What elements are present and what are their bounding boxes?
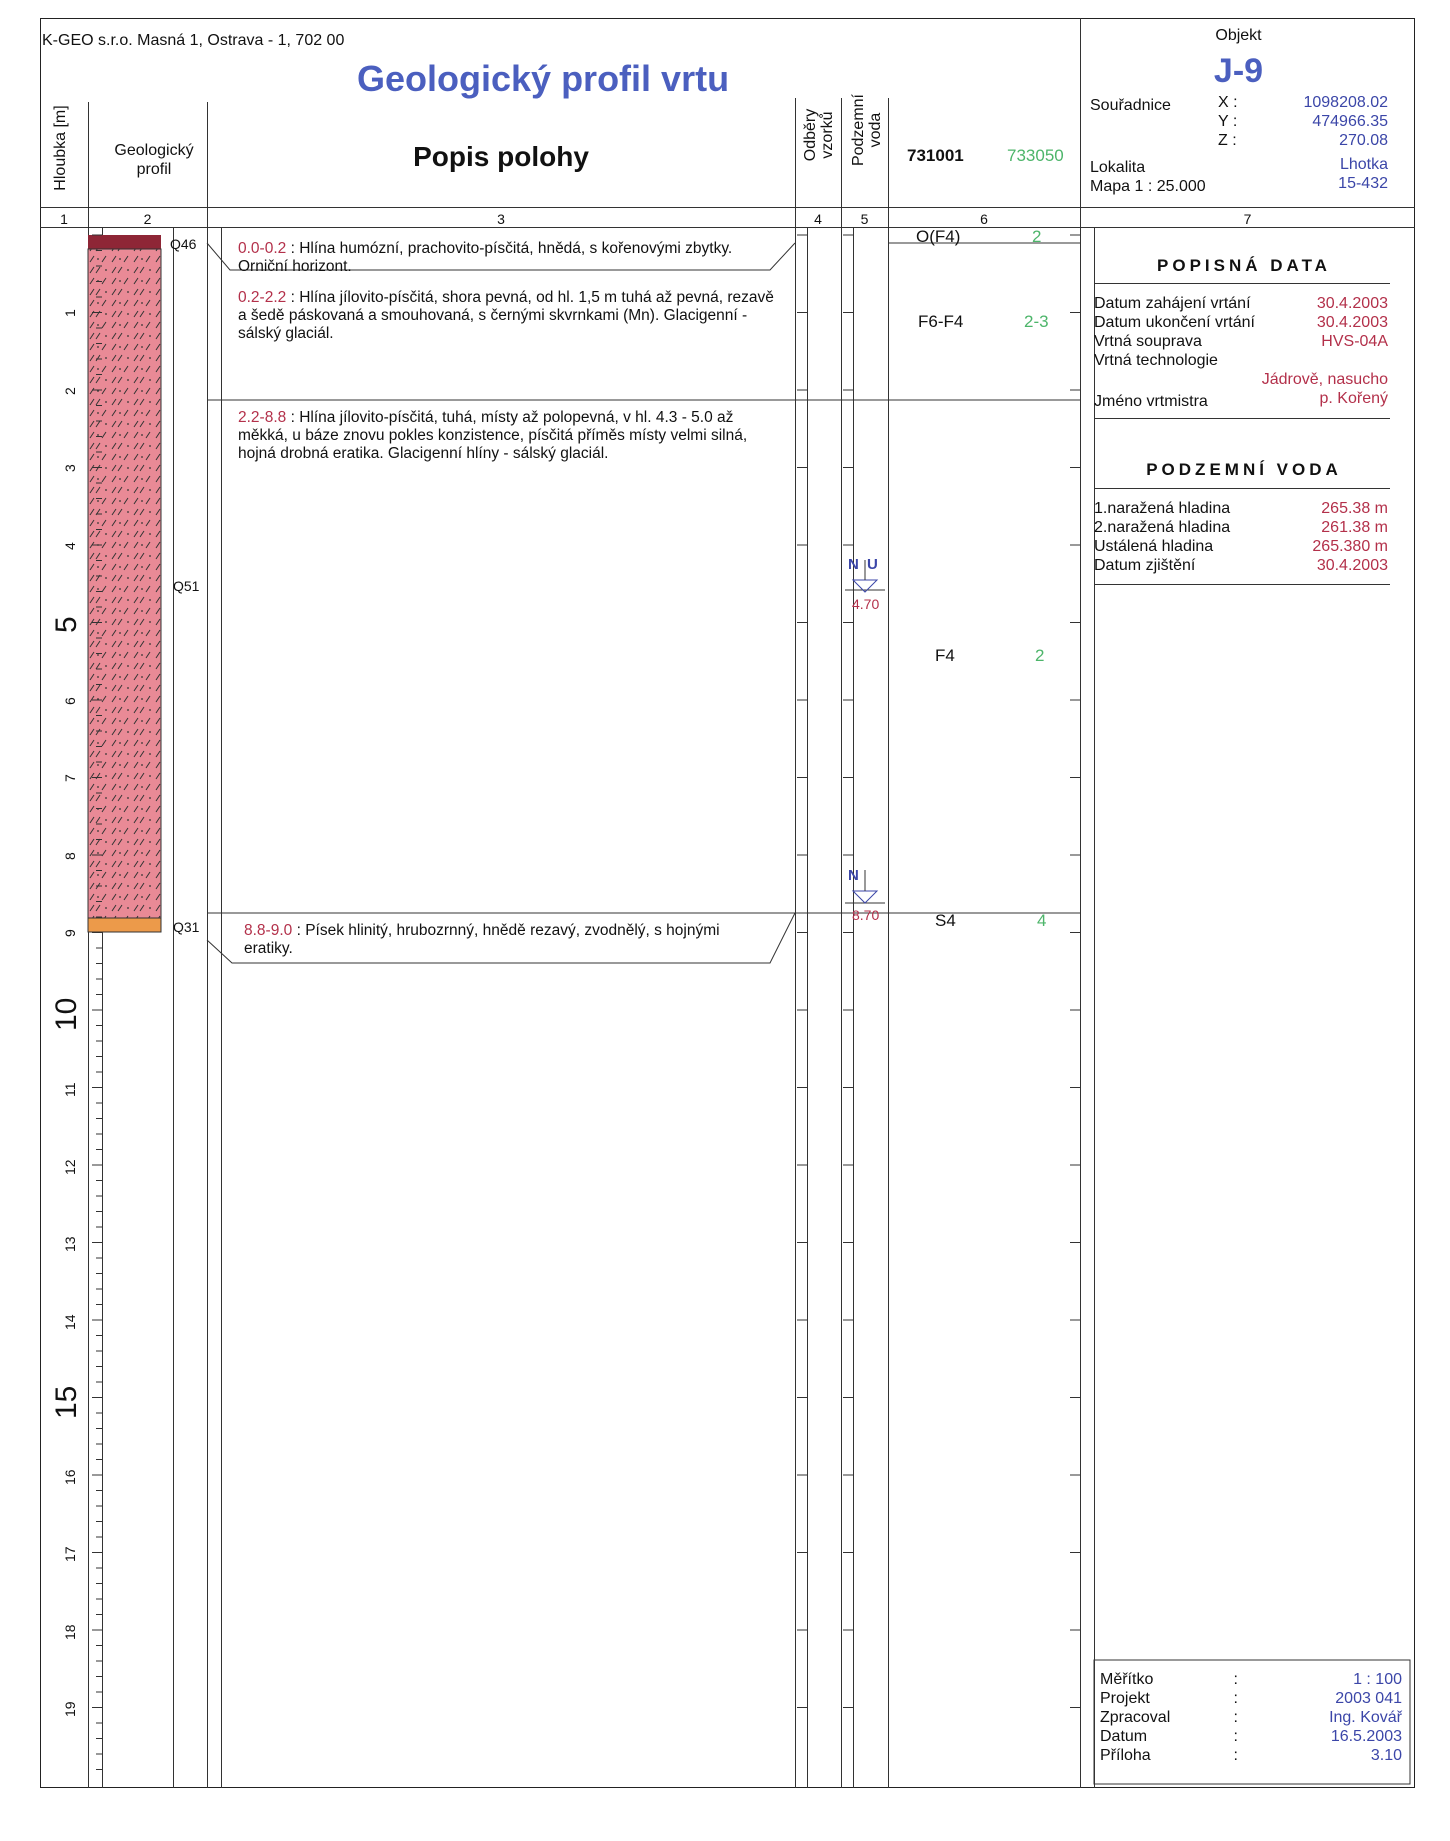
- depth-label: 18: [62, 1624, 78, 1640]
- col-number-2: 2: [143, 211, 152, 227]
- col-depth-title: Hloubka [m]: [52, 105, 69, 191]
- depth-label: 13: [62, 1236, 78, 1253]
- col-profile-title-1: Geologický: [114, 142, 194, 159]
- depth-label: 6: [62, 697, 78, 705]
- col-profile-title-2: profil: [136, 161, 172, 178]
- layer-bar-4: [88, 918, 161, 932]
- col-desc-title: Popis polohy: [413, 141, 589, 172]
- col-number-6: 6: [980, 211, 988, 227]
- layer-bar-2-3: [88, 249, 161, 918]
- voda-value-3: 265.380 m: [1312, 538, 1388, 555]
- layer-text-4: Písek hlinitý, hrubozrnný, hnědě rezavý, zvodnělý, s hojnými eratiky.: [244, 922, 720, 957]
- water-triangle-2: [853, 891, 877, 903]
- layer-desc-1: 0.0-0.2 : Hlína humózní, prachovito-písčitá, hnědá, s kořenovými zbytky. Orniční horizont.: [238, 240, 733, 275]
- depth-label: 9: [62, 929, 78, 938]
- num6-3: 2: [1035, 646, 1045, 665]
- popisna-value-4: Jádrově, nasucho: [1261, 371, 1388, 388]
- class6-3: F4: [935, 646, 955, 665]
- num6-1: 2: [1032, 227, 1042, 246]
- footer-label-3: Zpracoval: [1100, 1709, 1171, 1726]
- footer-label-1: Měřítko: [1100, 1671, 1154, 1688]
- footer-value-1: 1 : 100: [1353, 1671, 1402, 1688]
- depth-label: 2: [62, 387, 78, 395]
- depth-label: 11: [62, 1082, 78, 1098]
- footer-sep-1: :: [1233, 1671, 1238, 1688]
- voda-label-2: 2.naražená hladina: [1094, 519, 1231, 536]
- footer-label-5: Příloha: [1100, 1747, 1151, 1764]
- layer-depth-4: 8.8-9.0: [244, 922, 293, 939]
- mapa-label: Mapa 1 : 25.000: [1090, 178, 1206, 195]
- code-733050: 733050: [1007, 146, 1064, 165]
- depth-label: 5: [50, 616, 83, 633]
- voda-label-3: Ustálená hladina: [1094, 538, 1214, 555]
- objekt-label: Objekt: [1215, 27, 1262, 44]
- footer-value-5: 3.10: [1370, 1747, 1402, 1764]
- voda-label-4: Datum zjištění: [1094, 557, 1196, 574]
- popisna-value-2: 30.4.2003: [1316, 314, 1388, 331]
- popisna-value-3: HVS-04A: [1321, 333, 1388, 350]
- popisna-label-5: Jméno vrtmistra: [1094, 393, 1208, 410]
- layer-text-3: Hlína jílovito-písčitá, tuhá, místy až polopevná, v hl. 4.3 - 5.0 až měkká, u báze znovu pokles konzistence, písčitá příměs místy velmi silná, hojná drobná eratika. Glacigenní hlíny - sálský glaciál.: [238, 409, 748, 462]
- water-depth-1: 4.70: [852, 596, 880, 612]
- footer-sep-4: :: [1233, 1728, 1238, 1745]
- footer-row-5: [1100, 1746, 1402, 1765]
- layer-depth-3: 2.2-8.8: [238, 409, 287, 426]
- depth-label: 19: [62, 1701, 78, 1718]
- depth-label: 7: [62, 774, 78, 783]
- col-number-7: 7: [1243, 211, 1252, 227]
- depth-label: 14: [62, 1314, 78, 1330]
- layer-desc-2: 0.2-2.2 : Hlína jílovito-písčitá, shora pevná, od hl. 1,5 m tuhá až pevná, rezavě a šedě páskovaná a smouhovaná, s černými skvrnkami (Mn). Glacigenní - sálský glaciál.: [238, 289, 774, 342]
- col-samples-title: Odběry vzorků: [802, 108, 836, 162]
- voda-value-1: 265.38 m: [1321, 500, 1388, 517]
- water-letters-1: N U: [848, 556, 880, 573]
- popisna-label-4: Vrtná technologie: [1094, 352, 1218, 369]
- coord-y-value: 474966.35: [1312, 113, 1388, 130]
- footer-table: [1100, 1670, 1402, 1765]
- objekt-value: J-9: [1213, 52, 1264, 90]
- layer-bar-1: [88, 235, 161, 249]
- depth-label: 1: [62, 309, 78, 318]
- layer-code-3: Q51: [173, 578, 200, 594]
- coord-x-label: X :: [1218, 94, 1238, 111]
- code-731001: 731001: [907, 146, 964, 165]
- layer-text-1: Hlína humózní, prachovito-písčitá, hnědá, s kořenovými zbytky. Orniční horizont.: [238, 240, 733, 275]
- voda-label-1: 1.naražená hladina: [1094, 500, 1231, 517]
- footer-value-3: Ing. Kovář: [1329, 1709, 1402, 1726]
- footer-value-4: 16.5.2003: [1330, 1728, 1402, 1745]
- popisna-label-1: Datum zahájení vrtání: [1094, 295, 1251, 312]
- layer-depth-1: 0.0-0.2: [238, 240, 287, 257]
- footer-row-3: [1100, 1708, 1402, 1727]
- coords-label: Souřadnice: [1090, 97, 1171, 114]
- footer-sep-2: :: [1233, 1690, 1238, 1707]
- col-number-1: 1: [60, 211, 68, 227]
- footer-label-4: Datum: [1100, 1728, 1148, 1745]
- layer-code-4: Q31: [173, 919, 200, 935]
- footer-label-2: Projekt: [1100, 1690, 1150, 1707]
- coord-z-value: 270.08: [1339, 132, 1388, 149]
- col-number-4: 4: [814, 211, 822, 227]
- depth-label: 16: [62, 1469, 78, 1485]
- lokalita-label: Lokalita: [1090, 159, 1146, 176]
- depth-ticks: [92, 235, 1080, 1770]
- footer-sep-5: :: [1233, 1747, 1238, 1764]
- layer-code-1: Q46: [170, 236, 197, 252]
- page-title: Geologický profil vrtu: [357, 58, 730, 99]
- layer-depth-2: 0.2-2.2: [238, 289, 287, 306]
- depth-label: 17: [62, 1546, 78, 1563]
- popisna-value-1: 30.4.2003: [1316, 295, 1388, 312]
- footer-sep-3: :: [1233, 1709, 1238, 1726]
- footer-row-1: [1100, 1670, 1402, 1689]
- layer-desc-3: 2.2-8.8 : Hlína jílovito-písčitá, tuhá, místy až polopevná, v hl. 4.3 - 5.0 až měkká, u báze znovu pokles konzistence, písčitá příměs místy velmi silná, hojná drobná eratika. Glacigenní hlíny - sálský glaciál.: [238, 409, 748, 462]
- footer-row-2: [1100, 1689, 1402, 1708]
- lokalita-value: Lhotka: [1339, 156, 1388, 173]
- popisna-label-2: Datum ukončení vrtání: [1094, 314, 1255, 331]
- water-letters-2: N: [848, 867, 859, 884]
- mapa-value: 15-432: [1338, 175, 1388, 192]
- depth-label: 10: [50, 997, 83, 1031]
- company-address: K-GEO s.r.o. Masná 1, Ostrava - 1, 702 00: [42, 32, 345, 49]
- layer-text-2: Hlína jílovito-písčitá, shora pevná, od hl. 1,5 m tuhá až pevná, rezavě a šedě páskovaná a smouhovaná, s černými skvrnkami (Mn). Glacigenní - sálský glaciál.: [238, 289, 774, 342]
- popisna-value-5: p. Kořený: [1319, 390, 1388, 407]
- popisna-label-3: Vrtná souprava: [1094, 333, 1202, 350]
- voda-value-4: 30.4.2003: [1316, 557, 1388, 574]
- coord-y-label: Y :: [1218, 113, 1238, 130]
- depth-label: 4: [62, 542, 78, 550]
- coord-x-value: 1098208.02: [1303, 94, 1388, 111]
- footer-row-4: [1100, 1727, 1402, 1746]
- popisna-heading: POPISNÁ DATA: [1157, 256, 1331, 275]
- footer-value-2: 2003 041: [1335, 1690, 1402, 1707]
- coord-z-label: Z :: [1218, 132, 1237, 149]
- layer-desc-4: 8.8-9.0 : Písek hlinitý, hrubozrnný, hnědě rezavý, zvodnělý, s hojnými eratiky.: [244, 922, 720, 957]
- depth-label: 15: [50, 1385, 83, 1419]
- num6-4: 4: [1037, 911, 1047, 930]
- class6-2: F6-F4: [918, 312, 964, 331]
- voda-value-2: 261.38 m: [1321, 519, 1388, 536]
- col-number-3: 3: [497, 211, 505, 227]
- depth-label: 3: [62, 464, 78, 473]
- col-number-5: 5: [860, 211, 869, 227]
- class6-4: S4: [935, 911, 956, 930]
- water-depth-2: 8.70: [852, 907, 880, 923]
- voda-heading: PODZEMNÍ VODA: [1146, 460, 1342, 479]
- depth-label: 12: [62, 1159, 78, 1175]
- num6-2: 2-3: [1024, 312, 1049, 331]
- class6-1: O(F4): [916, 227, 961, 246]
- col-water-title: Podzemní voda: [850, 93, 884, 167]
- depth-label: 8: [62, 852, 78, 860]
